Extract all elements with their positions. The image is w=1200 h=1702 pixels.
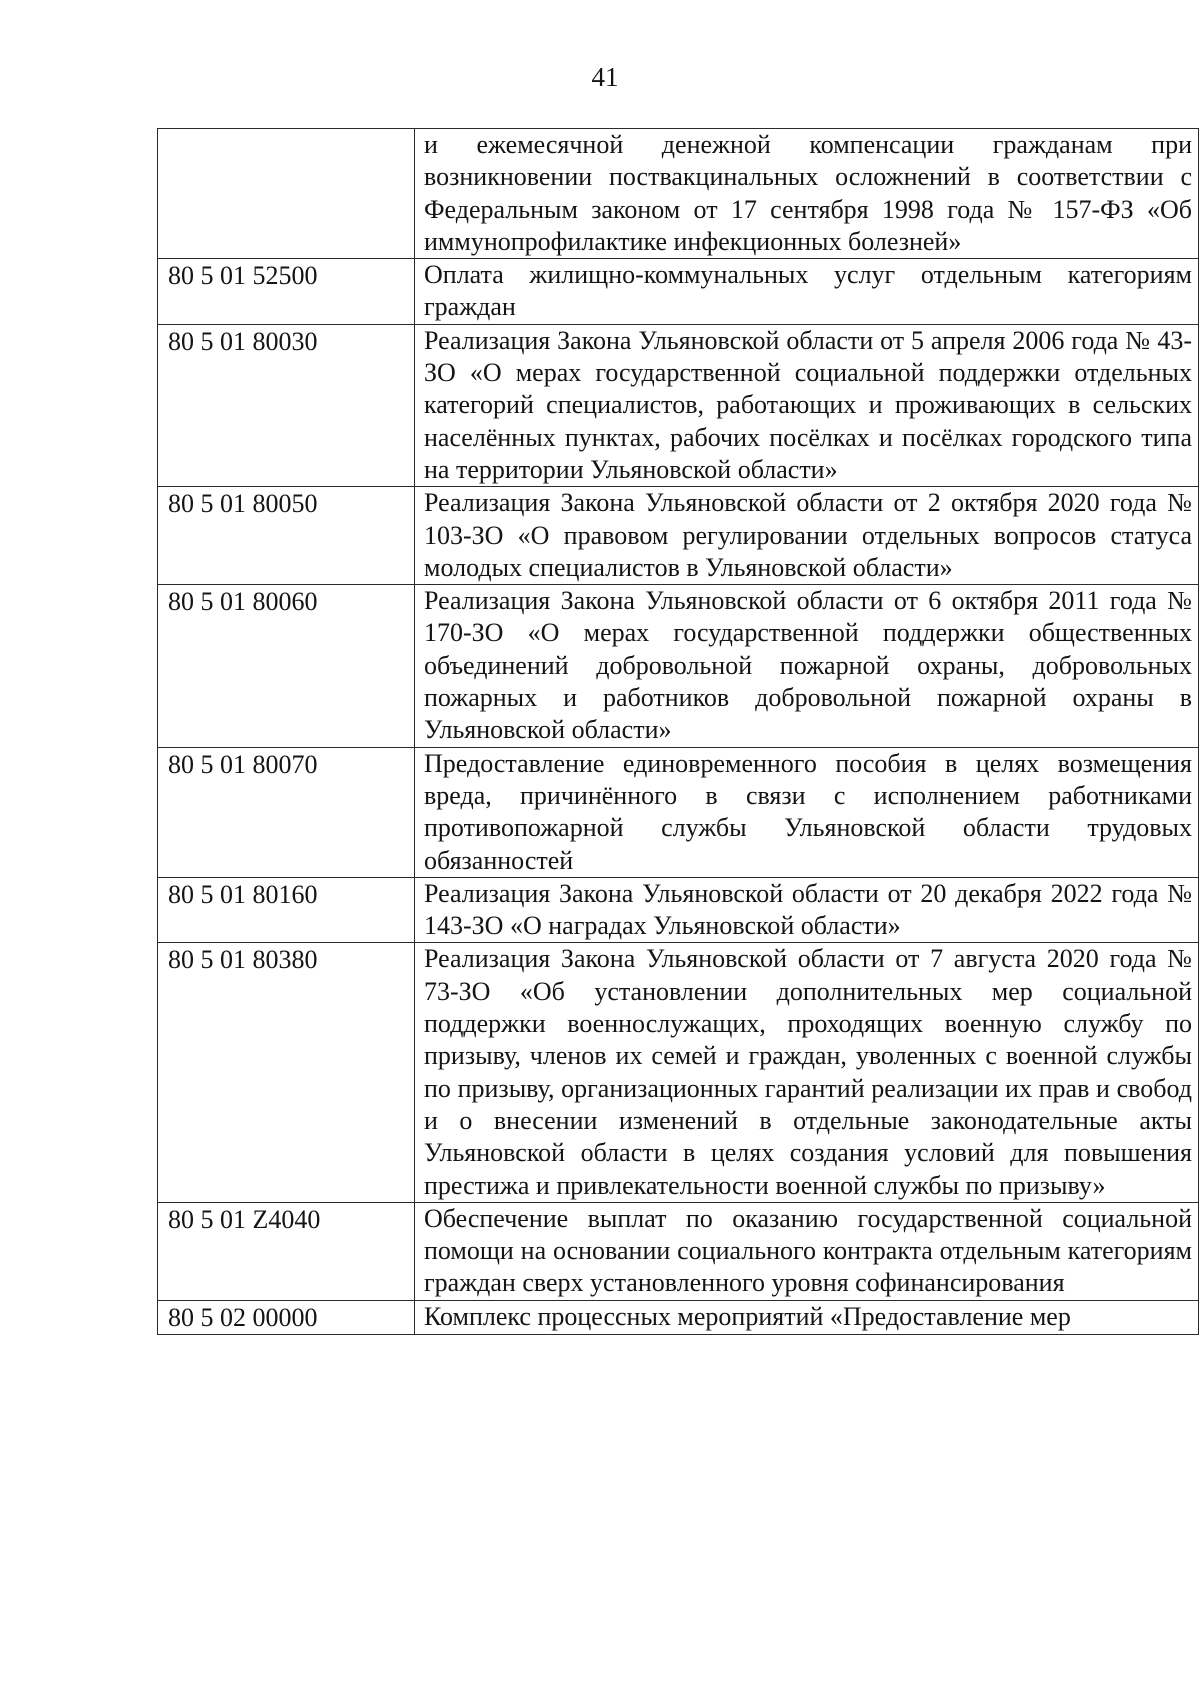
page-number: 41 [591, 62, 619, 92]
row-code: 80 5 01 80380 [158, 943, 415, 1202]
row-description-text: Реализация Закона Ульяновской области от 20 декабря 2022 года № 143-ЗО «О наградах Ульяновской области» [424, 878, 1192, 941]
row-code: 80 5 02 00000 [158, 1300, 415, 1334]
row-description [415, 1300, 1199, 1334]
row-description-text: Реализация Закона Ульяновской области от 7 августа 2020 года № 73-ЗО «Об установлении дополнительных мер социальной поддержки военнослужащих, проходящих военную службу по призыву, членов их семей и граждан, уволенных с военной службы по призыву, организационных гарантий реализации их прав и свобод и о внесении изменений в отдельные законодательные акты Ульяновской области в целях создания условий для повышения престижа и привлекательности военной службы по призыву» [424, 944, 1192, 1200]
row-description-text: и ежемесячной денежной компенсации гражданам при возникновении поствакцинальных осложнений в соответствии с Федеральным законом от 17 сентября 1998 года № 157-ФЗ «Об иммунопрофилактике инфекционных болезней» [424, 130, 1192, 256]
table-row [158, 129, 1199, 259]
table-row [158, 1300, 1199, 1334]
table-row [158, 877, 1199, 943]
budget-classification-table [157, 128, 1199, 1335]
row-description [415, 487, 1199, 585]
row-description-text: Оплата жилищно-коммунальных услуг отдельным категориям граждан [424, 260, 1192, 322]
row-description [415, 747, 1199, 877]
row-code: 80 5 01 80160 [158, 877, 415, 943]
row-code: 80 5 01 80030 [158, 324, 415, 486]
row-description-text: Реализация Закона Ульяновской области от 2 октября 2020 года № 103-ЗО «О правовом регулировании отдельных вопросов статуса молодых специалистов в Ульяновской области» [424, 488, 1192, 582]
table-row [158, 324, 1199, 486]
row-description [415, 1202, 1199, 1300]
row-description [415, 129, 1199, 259]
row-description [415, 943, 1199, 1202]
table-row [158, 487, 1199, 585]
table-row [158, 747, 1199, 877]
row-description [415, 585, 1199, 747]
table-row [158, 943, 1199, 1202]
row-code [158, 129, 415, 259]
row-description-text: Реализация Закона Ульяновской области от 6 октября 2011 года № 170-ЗО «О мерах государственной поддержки общественных объединений добровольной пожарной охраны, добровольных пожарных и работников добровольной пожарной охраны в Ульяновской области» [424, 586, 1192, 745]
row-code: 80 5 01 80060 [158, 585, 415, 747]
row-code: 80 5 01 Z4040 [158, 1202, 415, 1300]
table-row [158, 1202, 1199, 1300]
row-description-text: Комплекс процессных мероприятий «Предоставление мер [424, 1301, 1071, 1331]
row-code: 80 5 01 80070 [158, 747, 415, 877]
row-description [415, 324, 1199, 486]
row-code: 80 5 01 52500 [158, 259, 415, 325]
row-code: 80 5 01 80050 [158, 487, 415, 585]
row-description-text: Обеспечение выплат по оказанию государственной социальной помощи на основании социального контракта отдельным категориям граждан сверх установленного уровня софинансирования [424, 1203, 1192, 1298]
table-row [158, 259, 1199, 325]
row-description-text: Предоставление единовременного пособия в целях возмещения вреда, причинённого в связи с исполнением работниками противопожарной службы Ульяновской области трудовых обязанностей [424, 748, 1192, 875]
table-row [158, 585, 1199, 747]
row-description-text: Реализация Закона Ульяновской области от 5 апреля 2006 года № 43-ЗО «О мерах государственной социальной поддержки отдельных категорий специалистов, работающих и проживающих в сельских населённых пунктах, рабочих посёлках и посёлках городского типа на территории Ульяновской области» [424, 325, 1192, 484]
row-description [415, 259, 1199, 325]
row-description [415, 877, 1199, 943]
